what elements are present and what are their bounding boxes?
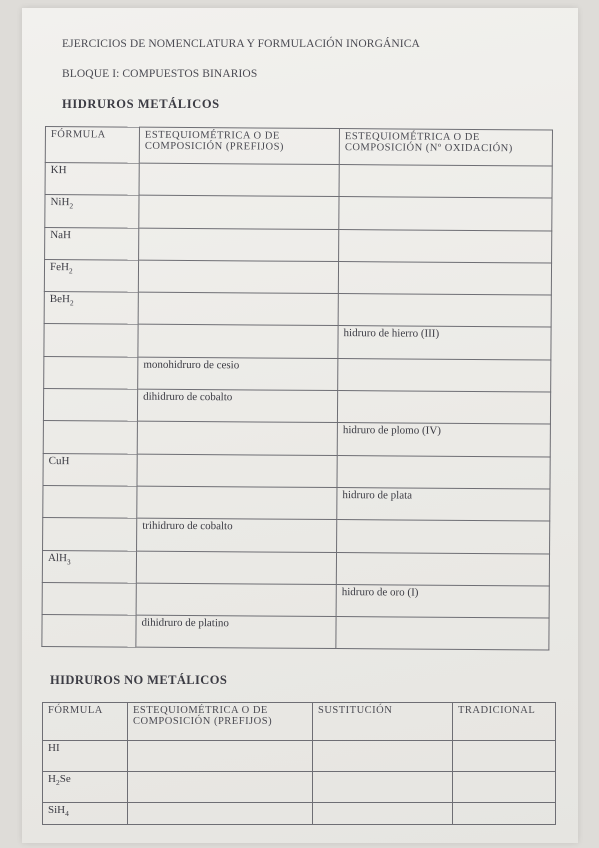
column-header: TRADICIONAL <box>453 703 556 741</box>
metallic-hydrides-table <box>41 126 553 651</box>
formula-cell[interactable]: KH <box>45 163 139 196</box>
oxidation-name-cell[interactable]: hidruro de plata <box>337 488 550 522</box>
table-header-row <box>45 127 552 167</box>
oxidation-name-cell[interactable] <box>336 552 549 586</box>
formula-cell[interactable]: HI <box>43 741 128 772</box>
table-row <box>43 803 556 825</box>
table-row <box>43 453 550 489</box>
traditional-name-cell[interactable] <box>453 741 556 772</box>
oxidation-name-cell[interactable]: hidruro de oro (I) <box>336 584 549 618</box>
nonmetallic-hydrides-table <box>42 702 556 825</box>
formula-cell[interactable]: NaH <box>45 227 139 260</box>
formula-cell[interactable] <box>43 485 137 518</box>
prefix-name-cell[interactable] <box>137 454 337 488</box>
oxidation-name-cell[interactable] <box>339 229 552 263</box>
prefix-name-cell[interactable] <box>128 772 313 803</box>
section-heading-nonmetallic-hydrides: HIDRUROS NO METÁLICOS <box>50 673 228 687</box>
prefix-name-cell[interactable]: trihidruro de cobalto <box>137 518 337 552</box>
prefix-name-cell[interactable]: monohidruro de cesio <box>138 357 338 391</box>
formula-cell[interactable] <box>44 356 138 389</box>
oxidation-name-cell[interactable] <box>338 358 551 392</box>
formula-cell[interactable] <box>42 615 136 648</box>
table-row <box>45 195 552 231</box>
block-title: BLOQUE I: COMPUESTOS BINARIOS <box>62 68 258 80</box>
oxidation-name-cell[interactable] <box>337 455 550 489</box>
oxidation-name-cell[interactable] <box>337 520 550 554</box>
column-header: FÓRMULA <box>45 127 139 164</box>
prefix-name-cell[interactable] <box>138 325 338 359</box>
formula-cell[interactable] <box>44 324 138 357</box>
table-row <box>42 582 549 618</box>
section-heading-metallic-hydrides: HIDRUROS METÁLICOS <box>62 97 220 111</box>
column-header: ESTEQUIOMÉTRICA O DE COMPOSICIÓN (PREFIJOS) <box>139 127 339 164</box>
table-row <box>45 163 552 199</box>
worksheet-title: EJERCICIOS DE NOMENCLATURA Y FORMULACIÓN INORGÁNICA <box>62 38 420 50</box>
oxidation-name-cell[interactable]: hidruro de hierro (III) <box>338 326 551 360</box>
table-row <box>43 741 556 772</box>
formula-cell[interactable]: $H_2Se$ <box>43 772 128 803</box>
table-row <box>43 485 550 521</box>
prefix-name-cell[interactable]: dihidruro de cobalto <box>137 389 337 423</box>
oxidation-name-cell[interactable]: hidruro de plomo (IV) <box>337 423 550 457</box>
table-row <box>43 518 550 554</box>
oxidation-name-cell[interactable] <box>336 617 549 651</box>
table-row <box>44 259 551 295</box>
oxidation-name-cell[interactable] <box>338 261 551 295</box>
column-header: ESTEQUIOMÉTRICA O DE COMPOSICIÓN (PREFIJOS) <box>128 703 313 741</box>
formula-cell[interactable]: FeH$_2$ <box>44 259 138 292</box>
traditional-name-cell[interactable] <box>453 803 556 825</box>
substitution-name-cell[interactable] <box>313 741 453 772</box>
substitution-name-cell[interactable] <box>313 803 453 825</box>
formula-cell[interactable]: NiH$_2$ <box>45 195 139 228</box>
table-header-row <box>43 703 556 741</box>
table-row <box>44 292 551 328</box>
prefix-name-cell[interactable] <box>139 228 339 262</box>
table-row <box>45 227 552 263</box>
formula-cell[interactable]: SiH$_4$ <box>43 803 128 825</box>
formula-cell[interactable]: BeH$_2$ <box>44 292 138 325</box>
oxidation-name-cell[interactable] <box>339 197 552 231</box>
formula-cell[interactable] <box>43 389 137 422</box>
formula-cell[interactable] <box>42 582 136 615</box>
prefix-name-cell[interactable] <box>136 551 336 585</box>
prefix-name-cell[interactable] <box>137 486 337 520</box>
prefix-name-cell[interactable] <box>138 292 338 326</box>
prefix-name-cell[interactable] <box>137 422 337 456</box>
table-row <box>43 421 550 457</box>
column-header: FÓRMULA <box>43 703 128 741</box>
column-header: ESTEQUIOMÉTRICA O DE COMPOSICIÓN (Nº OXIDACIÓN) <box>339 129 552 166</box>
column-header: SUSTITUCIÓN <box>313 703 453 741</box>
prefix-name-cell[interactable] <box>128 803 313 825</box>
formula-cell[interactable]: AlH$_3$ <box>42 550 136 583</box>
table-row <box>42 615 549 651</box>
prefix-name-cell[interactable] <box>139 195 339 229</box>
oxidation-name-cell[interactable] <box>339 165 552 199</box>
prefix-name-cell[interactable]: dihidruro de platino <box>136 615 336 649</box>
prefix-name-cell[interactable] <box>138 260 338 294</box>
formula-cell[interactable] <box>43 421 137 454</box>
prefix-name-cell[interactable] <box>139 163 339 197</box>
table-row <box>43 772 556 803</box>
substitution-name-cell[interactable] <box>313 772 453 803</box>
formula-cell[interactable] <box>43 518 137 551</box>
formula-cell[interactable]: CuH <box>43 453 137 486</box>
prefix-name-cell[interactable] <box>136 583 336 617</box>
table-row <box>42 550 549 586</box>
oxidation-name-cell[interactable] <box>338 294 551 328</box>
prefix-name-cell[interactable] <box>128 741 313 772</box>
table-row <box>43 389 550 425</box>
oxidation-name-cell[interactable] <box>337 391 550 425</box>
table-row <box>44 324 551 360</box>
table-row <box>44 356 551 392</box>
traditional-name-cell[interactable] <box>453 772 556 803</box>
